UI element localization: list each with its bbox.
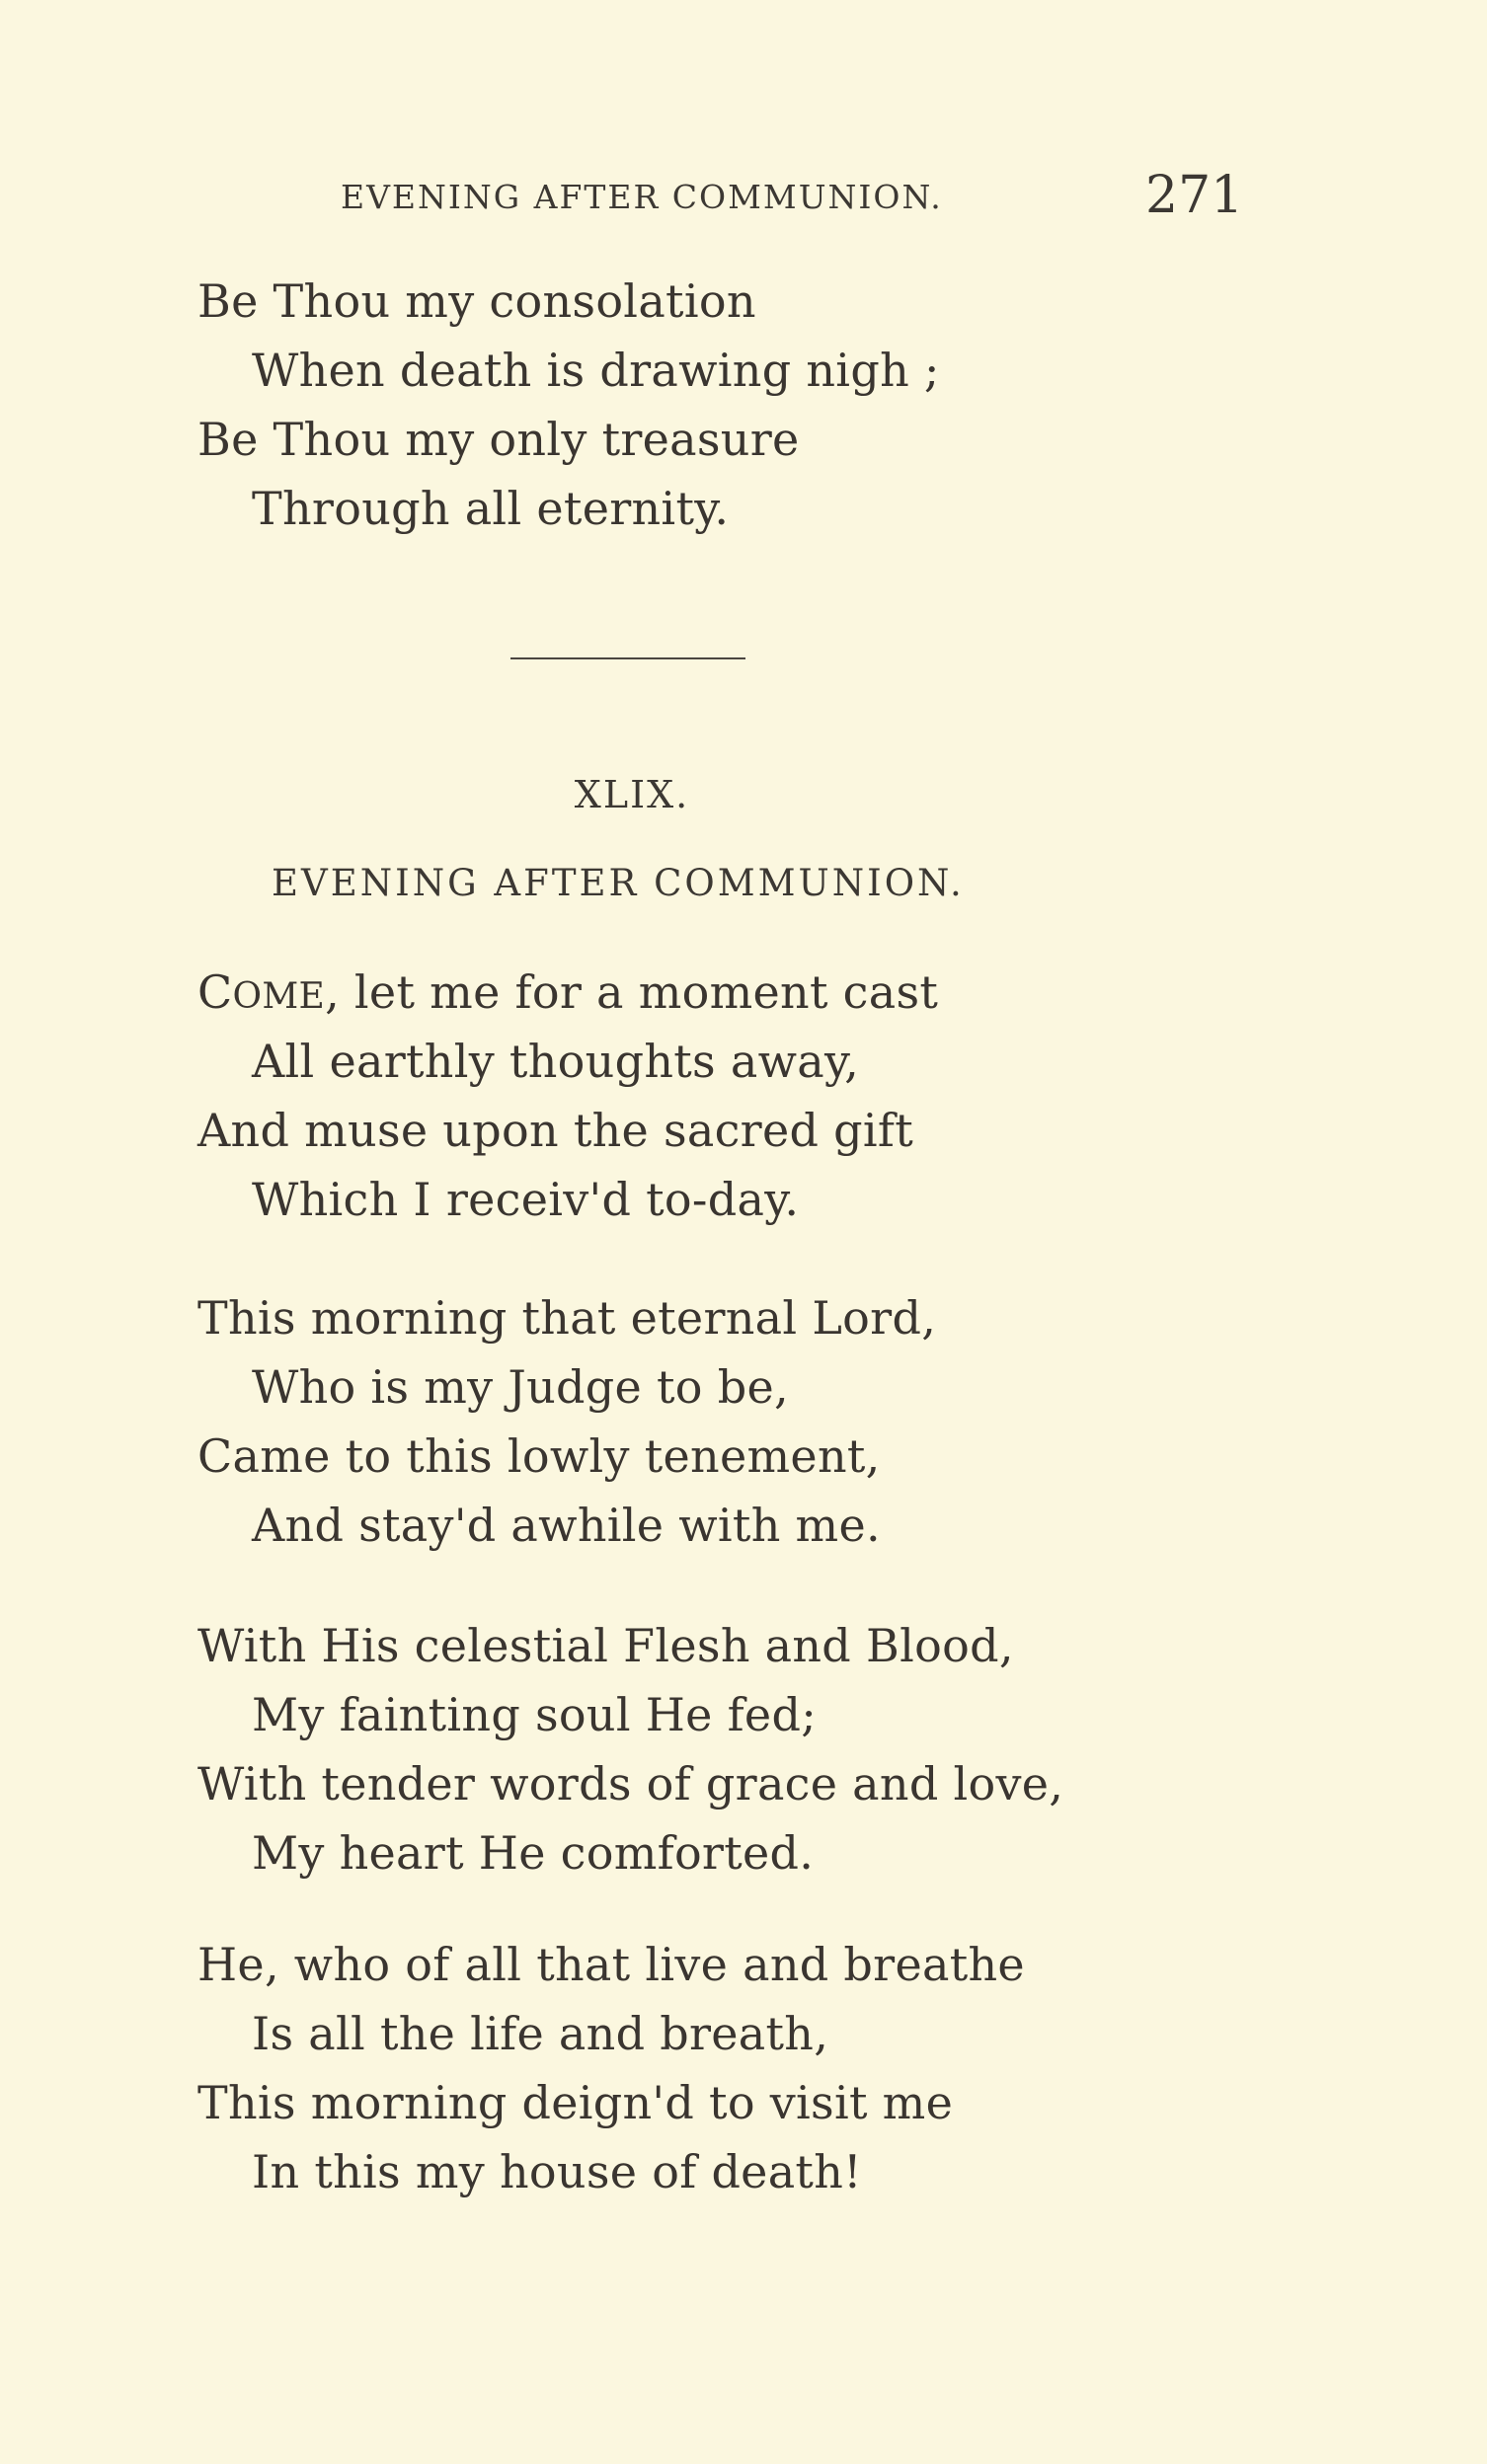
verse-line: Be Thou my consolation xyxy=(197,274,756,328)
small-caps-word: OME xyxy=(232,976,326,1017)
verse-line: With tender words of grace and love, xyxy=(197,1757,1064,1810)
verse-line: In this my house of death! xyxy=(252,2145,862,2198)
verse-line: Be Thou my only treasure xyxy=(197,413,800,466)
verse-line: This morning deign'd to visit me xyxy=(197,2076,954,2129)
poem-stanza-2 xyxy=(197,1283,936,1560)
verse-line: And muse upon the sacred gift xyxy=(197,1104,914,1157)
running-head: EVENING AFTER COMMUNION. xyxy=(341,178,943,216)
verse-line: My heart He comforted. xyxy=(252,1826,815,1880)
poem-number: XLIX. xyxy=(574,773,690,816)
verse-line: And stay'd awhile with me. xyxy=(252,1499,881,1552)
poem-stanza-4 xyxy=(197,1930,1025,2206)
opening-stanza xyxy=(197,267,940,543)
verse-line: Through all eternity. xyxy=(252,482,730,535)
section-divider xyxy=(510,657,745,659)
poem-stanza-1 xyxy=(197,958,938,1234)
poem-stanza-3 xyxy=(197,1611,1063,1887)
verse-line: Came to this lowly tenement, xyxy=(197,1429,881,1483)
page-number: 271 xyxy=(1145,166,1244,225)
verse-line: Who is my Judge to be, xyxy=(252,1360,789,1414)
verse-line: Which I receiv'd to-day. xyxy=(252,1173,800,1226)
verse-line-rest: , let me for a moment cast xyxy=(325,965,939,1019)
verse-line: My fainting soul He fed; xyxy=(252,1688,818,1741)
verse-line: He, who of all that live and breathe xyxy=(197,1938,1025,1991)
poem-title: EVENING AFTER COMMUNION. xyxy=(272,862,965,904)
verse-line: All earthly thoughts away, xyxy=(252,1035,860,1088)
verse-line: With His celestial Flesh and Blood, xyxy=(197,1619,1014,1672)
verse-line: Is all the life and breath, xyxy=(252,2007,829,2060)
drop-initial: C xyxy=(197,965,233,1019)
verse-line: When death is drawing nigh ; xyxy=(252,344,940,397)
verse-line xyxy=(197,958,938,1027)
verse-line: This morning that eternal Lord, xyxy=(197,1291,937,1345)
